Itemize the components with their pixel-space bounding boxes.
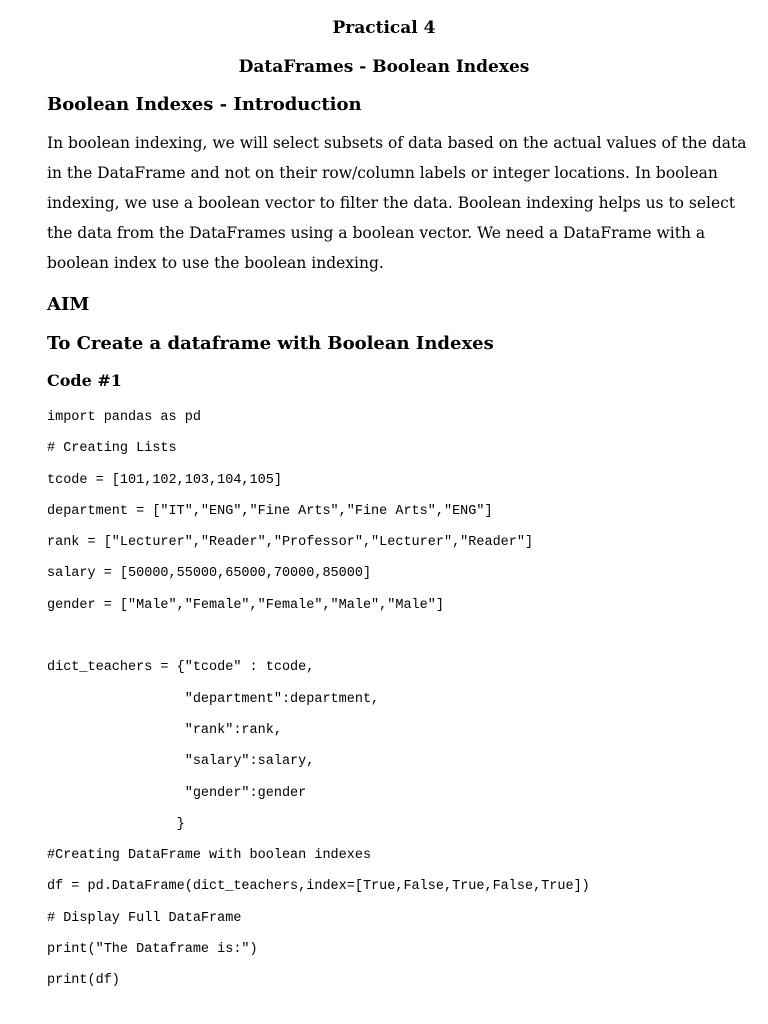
code-line: # Display Full DataFrame	[47, 910, 242, 926]
code-line: tcode = [101,102,103,104,105]	[47, 472, 282, 488]
aim-statement: To Create a dataframe with Boolean Indexes	[47, 333, 494, 354]
code-line: department = ["IT","ENG","Fine Arts","Fine Arts","ENG"]	[47, 503, 493, 519]
code-heading: Code #1	[47, 371, 122, 390]
code-line: gender = ["Male","Female","Female","Male","Male"]	[47, 597, 444, 613]
document-subtitle: DataFrames - Boolean Indexes	[238, 57, 530, 77]
document-title: Practical 4	[332, 18, 436, 38]
code-line: salary = [50000,55000,65000,70000,85000]	[47, 566, 372, 582]
code-line	[47, 621, 590, 652]
code-line: print("The Dataframe is:")	[47, 942, 258, 958]
code-line: dict_teachers = {"tcode" : tcode,	[47, 660, 315, 676]
aim-heading: AIM	[47, 294, 90, 315]
code-line: df = pd.DataFrame(dict_teachers,index=[True,False,True,False,True])	[47, 879, 590, 895]
code-line: "department":department,	[47, 691, 380, 707]
intro-line: boolean index to use the boolean indexing.	[47, 254, 384, 272]
code-line: import pandas as pd	[47, 410, 201, 425]
code-line: # Creating Lists	[47, 441, 177, 457]
code-line: }	[47, 816, 185, 832]
code-line: #Creating DataFrame with boolean indexes	[47, 848, 372, 864]
code-line: print(df)	[47, 973, 120, 989]
code-line: rank = ["Lecturer","Reader","Professor","Lecturer","Reader"]	[47, 535, 534, 551]
code-line: "rank":rank,	[47, 722, 282, 738]
intro-line: indexing, we use a boolean vector to filter the data. Boolean indexing helps us to select	[47, 194, 736, 212]
code-line: "salary":salary,	[47, 754, 315, 770]
intro-paragraph	[47, 128, 747, 278]
intro-line: in the DataFrame and not on their row/column labels or integer locations. In boolean	[47, 164, 718, 182]
intro-heading: Boolean Indexes - Introduction	[47, 94, 362, 115]
intro-line: the data from the DataFrames using a boolean vector. We need a DataFrame with a	[47, 224, 706, 242]
code-block	[47, 402, 590, 997]
code-line: "gender":gender	[47, 785, 307, 801]
intro-line: In boolean indexing, we will select subsets of data based on the actual values of the data	[47, 134, 747, 152]
